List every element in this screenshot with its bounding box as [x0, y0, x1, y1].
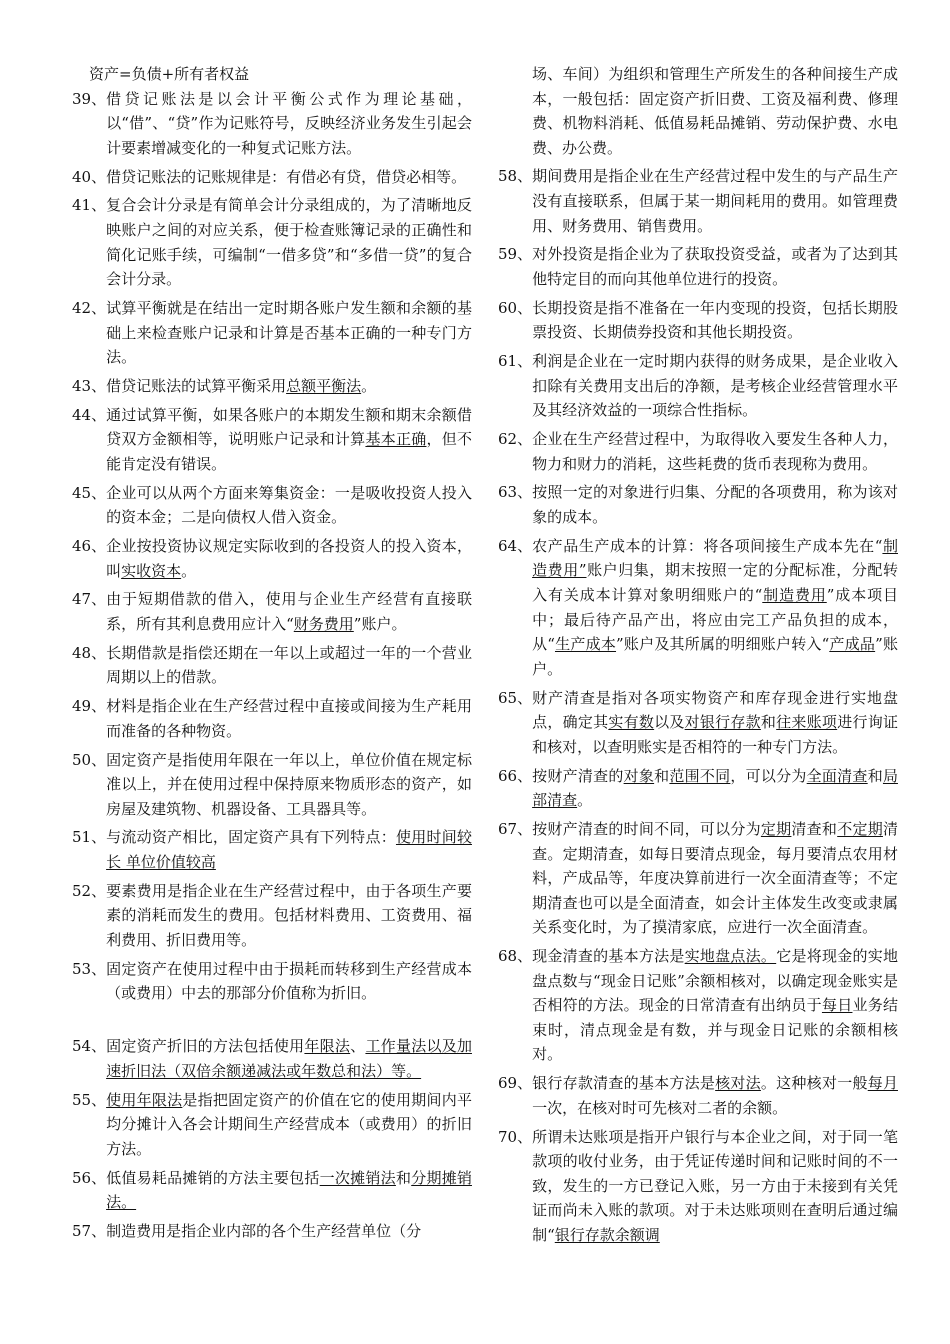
text-run: 、 — [350, 1037, 366, 1056]
item-number: 54、 — [72, 1037, 107, 1056]
text-run: 所谓未达账项是指开户银行与本企业之间，对于同一笔款项的收付业务，由于凭证传递时间和记账时间的不一致，发生的一方已登记入账，另一方由于未接到有关凭证而尚未入账的款项。对于未达账项则在查明后通过编制“ — [532, 1127, 898, 1244]
text-run: ，可以分为 — [730, 766, 807, 785]
text-run: 长期借款是指偿还期在一年以上或超过一年的一个营业周期以上的借款。 — [106, 643, 472, 687]
item-number: 42、 — [72, 298, 107, 317]
list-item — [72, 825, 472, 874]
list-item — [72, 165, 472, 190]
text-run: 按财产清查的 — [532, 766, 624, 785]
text-run: 借贷记账法的记账规律是：有借必有贷，借贷必相等。 — [106, 167, 467, 186]
item-number: 70、 — [498, 1127, 533, 1146]
text-run: 长期投资是指不准备在一年内变现的投资，包括长期股票投资、长期债券投资和其他长期投资。 — [532, 298, 898, 342]
underlined-term: 制造费用 — [762, 586, 827, 604]
text-run: 一次，在核对时可先核对二者的余额。 — [532, 1098, 788, 1117]
list-item — [72, 587, 472, 636]
continuation-paragraph — [498, 62, 898, 160]
list-item — [498, 944, 898, 1067]
item-text — [532, 480, 898, 529]
text-run: 清查和 — [791, 819, 838, 838]
list-item — [72, 957, 472, 1006]
item-text — [532, 944, 898, 1067]
item-text — [532, 427, 898, 476]
left-column — [72, 62, 472, 1248]
underlined-term: 每月 — [867, 1074, 898, 1093]
underlined-term: 分期摊销法。 — [106, 1168, 472, 1212]
text-run: 财产清查是指对各项实物资产和库存现金进行实地盘点，确定其 — [532, 688, 898, 732]
item-text — [106, 403, 472, 477]
list-item — [72, 641, 472, 690]
item-number: 64、 — [498, 536, 533, 555]
item-number: 52、 — [72, 881, 107, 900]
underlined-term: 总额平衡法 — [286, 376, 362, 395]
item-number: 53、 — [72, 959, 107, 978]
item-text — [532, 1125, 898, 1248]
underlined-term: 每日 — [821, 996, 853, 1015]
item-text — [106, 587, 472, 636]
list-item — [72, 1219, 472, 1244]
list-item — [498, 349, 898, 423]
item-text — [532, 242, 898, 291]
text-run: 现金清查的基本方法是 — [532, 947, 685, 966]
left-item-list — [72, 87, 472, 1244]
underlined-term: 核对法 — [715, 1074, 761, 1093]
text-run: 固定资产在使用过程中由于损耗而转移到生产经营成本（或费用）中去的那部分价值称为折旧。 — [106, 959, 472, 1003]
text-run: 企业可以从两个方面来筹集资金：一是吸收投资人投入的资本金；二是向债权人借入资金。 — [106, 483, 472, 527]
underlined-term: 对银行存款 — [684, 713, 761, 732]
item-text — [106, 748, 472, 822]
item-text — [532, 296, 898, 345]
item-text — [532, 164, 898, 238]
list-item — [72, 296, 472, 370]
underlined-term: 制造费用” — [532, 536, 898, 580]
formula-line: 资产=负债+所有者权益 — [89, 65, 250, 83]
item-number: 50、 — [72, 750, 107, 769]
item-text — [106, 957, 472, 1006]
list-item — [498, 480, 898, 529]
item-number: 57、 — [72, 1221, 107, 1240]
list-item — [72, 748, 472, 822]
item-text — [106, 165, 472, 190]
underlined-term: 基本正确 — [365, 430, 427, 449]
item-number: 51、 — [72, 828, 107, 847]
item-number: 47、 — [72, 590, 107, 609]
item-number: 60、 — [498, 298, 533, 317]
text-run: 清查。定期清查，如每日要清点现金，每月要清点农用材料，产成品等，年度决算前进行一次全面清查等；不定期清查也可以是全面清查，如会计主体发生改变或隶属关系变化时，为了摸清家底，应进行一次全面清查。 — [532, 819, 898, 937]
item-number: 69、 — [498, 1074, 533, 1093]
text-run: 由于短期借款的借入，使用与企业生产经营有直接联系，所有其利息费用应计入“ — [106, 590, 472, 633]
item-text — [106, 879, 472, 953]
item-text — [106, 193, 472, 291]
text-run: ”账户及其所属的明细账户转入“ — [616, 635, 830, 654]
underlined-term: 不定期 — [837, 819, 883, 838]
underlined-term: 实地盘点法。 — [684, 947, 777, 966]
item-number: 44、 — [72, 405, 107, 424]
text-run: 通过试算平衡，如果各账户的本期发生额和期末余额借贷双方金额相等，说明账户记录和计算 — [106, 405, 472, 449]
text-run: 固定资产折旧的方法包括使用 — [106, 1037, 305, 1056]
item-text — [106, 481, 472, 530]
list-item — [498, 1125, 898, 1248]
item-text — [532, 764, 898, 813]
item-number: 43、 — [72, 376, 107, 395]
item-text — [106, 1088, 472, 1162]
text-run: 。 — [181, 561, 197, 580]
list-item — [498, 686, 898, 760]
text-run: 要素费用是指企业在生产经营过程中，由于各项生产要素的消耗而发生的费用。包括材料费用、工资费用、福利费用、折旧费用等。 — [106, 881, 472, 950]
underlined-term: 往来账项 — [776, 713, 838, 732]
text-run: 材料是指企业在生产经营过程中直接或间接为生产耗用而准备的各种物资。 — [106, 697, 472, 740]
underlined-term: 财务费用 — [293, 614, 354, 633]
list-item — [72, 87, 472, 161]
text-run: ”账户。 — [532, 635, 899, 678]
underlined-term: 实收资本 — [121, 561, 182, 580]
item-text — [532, 349, 898, 423]
item-text — [106, 694, 472, 743]
underlined-term: 实有数 — [608, 713, 655, 732]
item-text — [532, 686, 898, 760]
list-item — [498, 296, 898, 345]
list-item — [72, 879, 472, 953]
text-run: 它是将现金的实地盘点数与“现金日记账”余额相核对，以确定现金账实是否相符的方法。现金的日常清查有出纳员于 — [532, 947, 898, 1015]
text-run: 银行存款清查的基本方法是 — [532, 1074, 716, 1093]
text-run: 以及 — [654, 713, 685, 732]
item-number: 39、 — [72, 89, 107, 108]
underlined-term: 定期 — [760, 819, 792, 838]
underlined-term: 银行存款余额调 — [554, 1225, 660, 1244]
text-run: 。 — [361, 376, 377, 395]
list-item — [72, 403, 472, 477]
list-item — [498, 534, 898, 682]
list-item — [72, 1088, 472, 1162]
item-text — [106, 1166, 472, 1215]
text-run: 借贷记账法的试算平衡采用 — [106, 376, 287, 395]
item-text — [106, 1034, 472, 1083]
item-number: 65、 — [498, 688, 533, 707]
list-item — [72, 1166, 472, 1215]
list-item — [72, 481, 472, 530]
right-column — [498, 62, 898, 1252]
text-run: ”成本项目中；最后待产品产出，将应由完工产品负担的成本，从“ — [532, 586, 898, 654]
underlined-term: 工作量法以及加速折旧法（双倍余额递减法或年数总和法）等。 — [106, 1037, 472, 1080]
item-number: 49、 — [72, 697, 107, 716]
item-text — [532, 1071, 898, 1120]
text-run: 对外投资是指企业为了获取投资受益，或者为了达到其他特定目的而向其他单位进行的投资。 — [532, 245, 898, 288]
text-run: 企业在生产经营过程中，为取得收入要发生各种人力，物力和财力的消耗，这些耗费的货币表现称为费用。 — [532, 430, 898, 473]
underlined-term: 对象 — [623, 766, 655, 785]
text-run: 固定资产是指使用年限在一年以上，单位价值在规定标准以上，并在使用过程中保持原来物质形态的资产，如房屋及建筑物、机器设备、工具器具等。 — [106, 750, 472, 818]
text-run: 和 — [760, 713, 777, 732]
text-run: ，但不能肯定没有错误。 — [106, 430, 472, 473]
item-number: 45、 — [72, 483, 107, 502]
text-run: 。这种核对一般 — [760, 1074, 868, 1093]
text-run: 与流动资产相比，固定资产具有下列特点： — [106, 828, 396, 847]
list-item — [72, 374, 472, 399]
item-number: 58、 — [498, 167, 533, 186]
item-text — [106, 534, 472, 583]
text-run: 低值易耗品摊销的方法主要包括 — [106, 1168, 320, 1187]
item-number: 66、 — [498, 766, 533, 785]
text-run: 按财产清查的时间不同，可以分为 — [532, 819, 761, 838]
right-item-list — [498, 164, 898, 1247]
text-run: ”账户。 — [353, 614, 407, 633]
list-item — [498, 242, 898, 291]
text-run: 复合会计分录是有简单会计分录组成的，为了清晰地反映账户之间的对应关系，便于检查账簿记录的正确性和简化记账手续，可编制“一借多贷”和“多借一贷”的复合会计分录。 — [106, 196, 472, 289]
item-number: 48、 — [72, 643, 107, 662]
underlined-term: 范围不同 — [669, 766, 731, 785]
underlined-term: 生产成本 — [554, 635, 617, 654]
list-item — [498, 1071, 898, 1120]
list-item — [72, 193, 472, 291]
item-text — [106, 825, 472, 874]
underlined-term: 使用时间较长 单位价值较高 — [106, 828, 472, 872]
list-item — [498, 427, 898, 476]
item-number: 41、 — [72, 196, 107, 215]
list-item — [72, 534, 472, 583]
item-text — [106, 87, 472, 161]
item-text — [106, 1219, 472, 1244]
text-run: 试算平衡就是在结出一定时期各账户发生额和余额的基础上来检查账户记录和计算是否基本正确的一种专门方法。 — [106, 298, 472, 367]
underlined-term: 全面清查 — [806, 766, 868, 785]
text-run: 账户归集，期末按照一定的分配标准，分配转入有关成本计算对象明细账户的“ — [532, 561, 898, 604]
text-run: 进行询证和核对，以查明账实是否相符的一种专门方法。 — [532, 713, 898, 756]
item-text — [106, 296, 472, 370]
text-run: 和 — [395, 1168, 412, 1187]
list-item — [72, 694, 472, 743]
underlined-term: 局部清查 — [532, 766, 898, 810]
item-number: 46、 — [72, 537, 107, 555]
list-item — [498, 764, 898, 813]
item-number: 67、 — [498, 819, 533, 838]
item-text — [106, 374, 472, 399]
underlined-term: 使用年限法 — [106, 1090, 183, 1109]
item-text — [532, 534, 898, 682]
item-number: 59、 — [498, 245, 533, 264]
text-run: 和 — [654, 766, 670, 785]
item-number: 55、 — [72, 1090, 107, 1109]
item-number: 62、 — [498, 430, 533, 449]
item-text — [106, 641, 472, 690]
text-run: 期间费用是指企业在生产经营过程中发生的与产品生产没有直接联系，但属于某一期间耗用的费用。如管理费用、财务费用、销售费用。 — [532, 167, 898, 235]
text-run: 企业按投资协议规定实际收到的各投资人的投入资本，叫 — [106, 537, 472, 580]
item-number: 68、 — [498, 947, 533, 966]
underlined-term: 产成品 — [829, 635, 876, 654]
item-text — [532, 817, 898, 940]
list-item — [72, 1034, 472, 1083]
text-run: 。 — [577, 791, 593, 810]
text-run: 业务结束时，清点现金是有数，并与现金日记账的余额相核对。 — [532, 996, 898, 1064]
list-item — [498, 817, 898, 940]
text-run: 是指把固定资产的价值在它的使用期间内平均分摊计入各会计期间生产经营成本（或费用）的折旧方法。 — [106, 1090, 472, 1158]
item-number: 56、 — [72, 1168, 107, 1187]
item-number: 63、 — [498, 483, 533, 502]
item-number: 40、 — [72, 167, 107, 186]
list-item — [498, 164, 898, 238]
text-run: 制造费用是指企业内部的各个生产经营单位（分 — [106, 1221, 422, 1240]
text-run: 农产品生产成本的计算：将各项间接生产成本先在“ — [532, 536, 883, 555]
underlined-term: 年限法 — [304, 1037, 351, 1056]
text-run: 按照一定的对象进行归集、分配的各项费用，称为该对象的成本。 — [532, 483, 898, 527]
item-number: 61、 — [498, 352, 533, 371]
underlined-term: 一次摊销法 — [319, 1168, 396, 1187]
blank-line — [72, 1010, 472, 1034]
continuation-text: 场、车间）为组织和管理生产所发生的各种间接生产成本，一般包括：固定资产折旧费、工资及福利费、修理费、机物料消耗、低值易耗品摊销、劳动保护费、水电费、办公费。 — [532, 65, 898, 157]
text-run: 和 — [867, 766, 883, 785]
text-run: 利润是企业在一定时期内获得的财务成果，是企业收入扣除有关费用支出后的净额，是考核企业经营管理水平及其经济效益的一项综合性指标。 — [532, 352, 898, 420]
text-run: 借贷记账法是以会计平衡公式作为理论基础，以“借”、“贷”作为记账符号，反映经济业务发生引起会计要素增减变化的一种复式记账方法。 — [106, 89, 472, 157]
